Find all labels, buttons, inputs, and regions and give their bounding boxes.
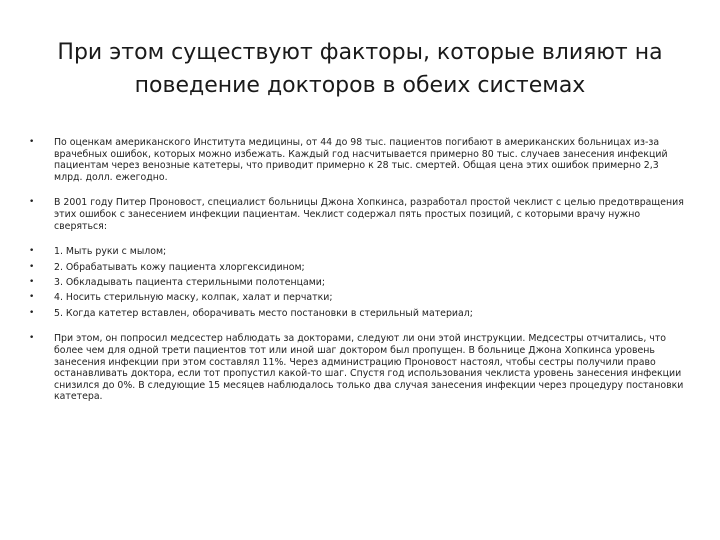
bullet-dot-icon: •: [29, 333, 35, 344]
bullet-item-pronovost-checklist: [0, 197, 690, 232]
bullet-item-iom-estimates: [0, 137, 690, 183]
bullet-dot-icon: •: [29, 261, 35, 272]
checklist-item-4: [0, 292, 690, 304]
checklist-item-1: [0, 246, 690, 258]
slide-body: [0, 137, 720, 403]
bullet-dot-icon: •: [29, 197, 35, 208]
bullet-text: 2. Обрабатывать кожу пациента хлоргексидином;: [54, 261, 305, 273]
checklist-item-3: [0, 277, 690, 289]
bullet-text: 3. Обкладывать пациента стерильными полотенцами;: [54, 276, 326, 288]
bullet-text: В 2001 году Питер Проновост, специалист больницы Джона Хопкинса, разработал простой чеклист с целью предотвращения этих ошибок с занесением инфекции пациентам. Чеклист содержал пять простых позиций, с которыми врачу нужно сверяться:: [54, 197, 684, 232]
checklist-item-5: [0, 308, 690, 320]
bullet-text: При этом, он попросил медсестер наблюдать за докторами, следуют ли они этой инструкции. Медсестры отчитались, что более чем для одной трети пациентов тот или иной шаг доктором был пропущен. В больнице Джона Хопкинса уровень занесения инфекции при этом составлял 11%. Через администрацию Проновост настоял, чтобы сестры получили право останавливать доктора, если тот пропустил какой-то шаг. Спустя год использования чеклиста уровень занесения инфекции снизился до 0%. В следующие 15 месяцев наблюдалось только два случая занесения инфекции через процедуру постановки катетера.: [54, 333, 684, 403]
bullet-text: 1. Мыть руки с мылом;: [54, 246, 167, 258]
bullet-text: 4. Носить стерильную маску, колпак, халат и перчатки;: [54, 292, 333, 304]
bullet-dot-icon: •: [29, 292, 35, 303]
bullet-item-nurse-observation: [0, 333, 690, 403]
bullet-text: 5. Когда катетер вставлен, оборачивать место постановки в стерильный материал;: [54, 307, 473, 319]
slide-title: При этом существуют факторы, которые влияют на поведение докторов в обеих системах: [57, 40, 663, 98]
bullet-dot-icon: •: [29, 137, 35, 147]
bullet-dot-icon: •: [29, 307, 35, 318]
bullet-dot-icon: •: [29, 246, 35, 257]
bullet-text: По оценкам американского Института медицины, от 44 до 98 тыс. пациентов погибают в американских больницах из-за врачебных ошибок, которых можно избежать. Каждый год насчитывается примерно 80 тыс. случаев занесения инфекций пациентам через венозные катетеры, что приводит примерно к 28 тыс. смертей. Общая цена этих ошибок примерно 2,3 млрд. долл. ежегодно.: [54, 137, 668, 183]
checklist-item-2: [0, 262, 690, 274]
bullet-dot-icon: •: [29, 276, 35, 287]
